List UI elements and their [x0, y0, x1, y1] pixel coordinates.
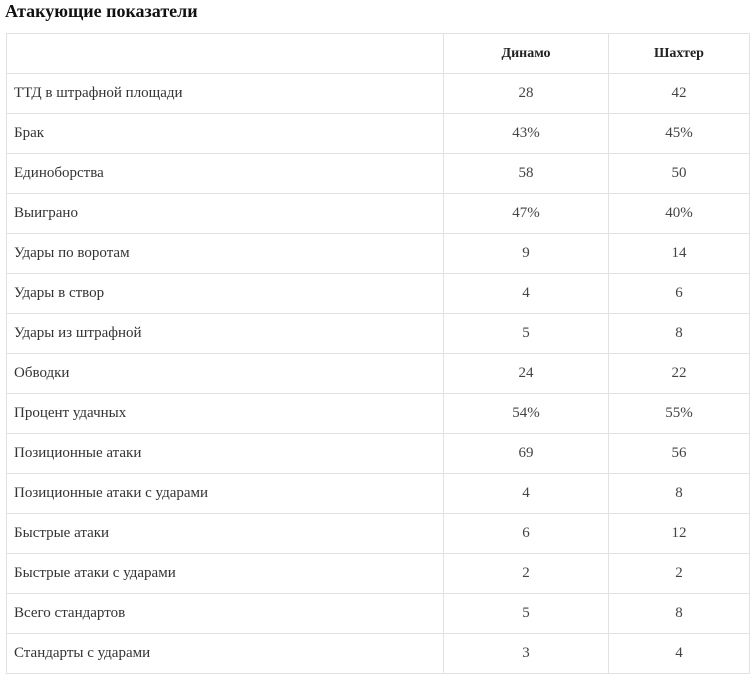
- table-row: [7, 634, 750, 674]
- table-row: [7, 594, 750, 634]
- table-row: [7, 474, 750, 514]
- row-team2-value: 2: [609, 554, 750, 594]
- row-metric-label: Брак: [7, 114, 444, 154]
- row-team1-value: 28: [444, 74, 609, 114]
- row-team1-value: 47%: [444, 194, 609, 234]
- row-team1-value: 5: [444, 594, 609, 634]
- row-team1-value: 58: [444, 154, 609, 194]
- row-team1-value: 9: [444, 234, 609, 274]
- table-row: [7, 234, 750, 274]
- table-row: [7, 74, 750, 114]
- row-team2-value: 12: [609, 514, 750, 554]
- row-metric-label: ТТД в штрафной площади: [7, 74, 444, 114]
- table-row: [7, 314, 750, 354]
- row-metric-label: Обводки: [7, 354, 444, 394]
- row-metric-label: Выиграно: [7, 194, 444, 234]
- row-metric-label: Процент удачных: [7, 394, 444, 434]
- row-team1-value: 69: [444, 434, 609, 474]
- row-team2-value: 42: [609, 74, 750, 114]
- table-header-row: [7, 34, 750, 74]
- row-metric-label: Позиционные атаки: [7, 434, 444, 474]
- table-row: [7, 394, 750, 434]
- table-row: [7, 554, 750, 594]
- table-row: [7, 274, 750, 314]
- header-team2: Шахтер: [609, 34, 750, 74]
- table-row: [7, 354, 750, 394]
- table-body: [7, 74, 750, 674]
- row-team1-value: 6: [444, 514, 609, 554]
- table-row: [7, 154, 750, 194]
- row-metric-label: Единоборства: [7, 154, 444, 194]
- row-metric-label: Стандарты с ударами: [7, 634, 444, 674]
- row-team1-value: 54%: [444, 394, 609, 434]
- row-team2-value: 8: [609, 314, 750, 354]
- page-title: Атакующие показатели: [5, 1, 198, 21]
- row-metric-label: Всего стандартов: [7, 594, 444, 634]
- row-team2-value: 8: [609, 594, 750, 634]
- row-team2-value: 22: [609, 354, 750, 394]
- table-row: [7, 434, 750, 474]
- row-team1-value: 2: [444, 554, 609, 594]
- row-metric-label: Удары из штрафной: [7, 314, 444, 354]
- row-team1-value: 4: [444, 274, 609, 314]
- table-row: [7, 114, 750, 154]
- row-metric-label: Быстрые атаки: [7, 514, 444, 554]
- row-team2-value: 45%: [609, 114, 750, 154]
- table-row: [7, 514, 750, 554]
- row-team1-value: 43%: [444, 114, 609, 154]
- header-team1: Динамо: [444, 34, 609, 74]
- row-team1-value: 4: [444, 474, 609, 514]
- row-team2-value: 4: [609, 634, 750, 674]
- row-metric-label: Позиционные атаки с ударами: [7, 474, 444, 514]
- row-team2-value: 55%: [609, 394, 750, 434]
- row-team1-value: 3: [444, 634, 609, 674]
- row-team2-value: 6: [609, 274, 750, 314]
- row-metric-label: Быстрые атаки с ударами: [7, 554, 444, 594]
- row-team2-value: 40%: [609, 194, 750, 234]
- row-team2-value: 8: [609, 474, 750, 514]
- table-row: [7, 194, 750, 234]
- row-team2-value: 14: [609, 234, 750, 274]
- row-team2-value: 50: [609, 154, 750, 194]
- row-team1-value: 5: [444, 314, 609, 354]
- row-metric-label: Удары по воротам: [7, 234, 444, 274]
- row-team1-value: 24: [444, 354, 609, 394]
- row-metric-label: Удары в створ: [7, 274, 444, 314]
- header-metric: [7, 34, 444, 74]
- row-team2-value: 56: [609, 434, 750, 474]
- attacking-stats-table: [6, 33, 750, 674]
